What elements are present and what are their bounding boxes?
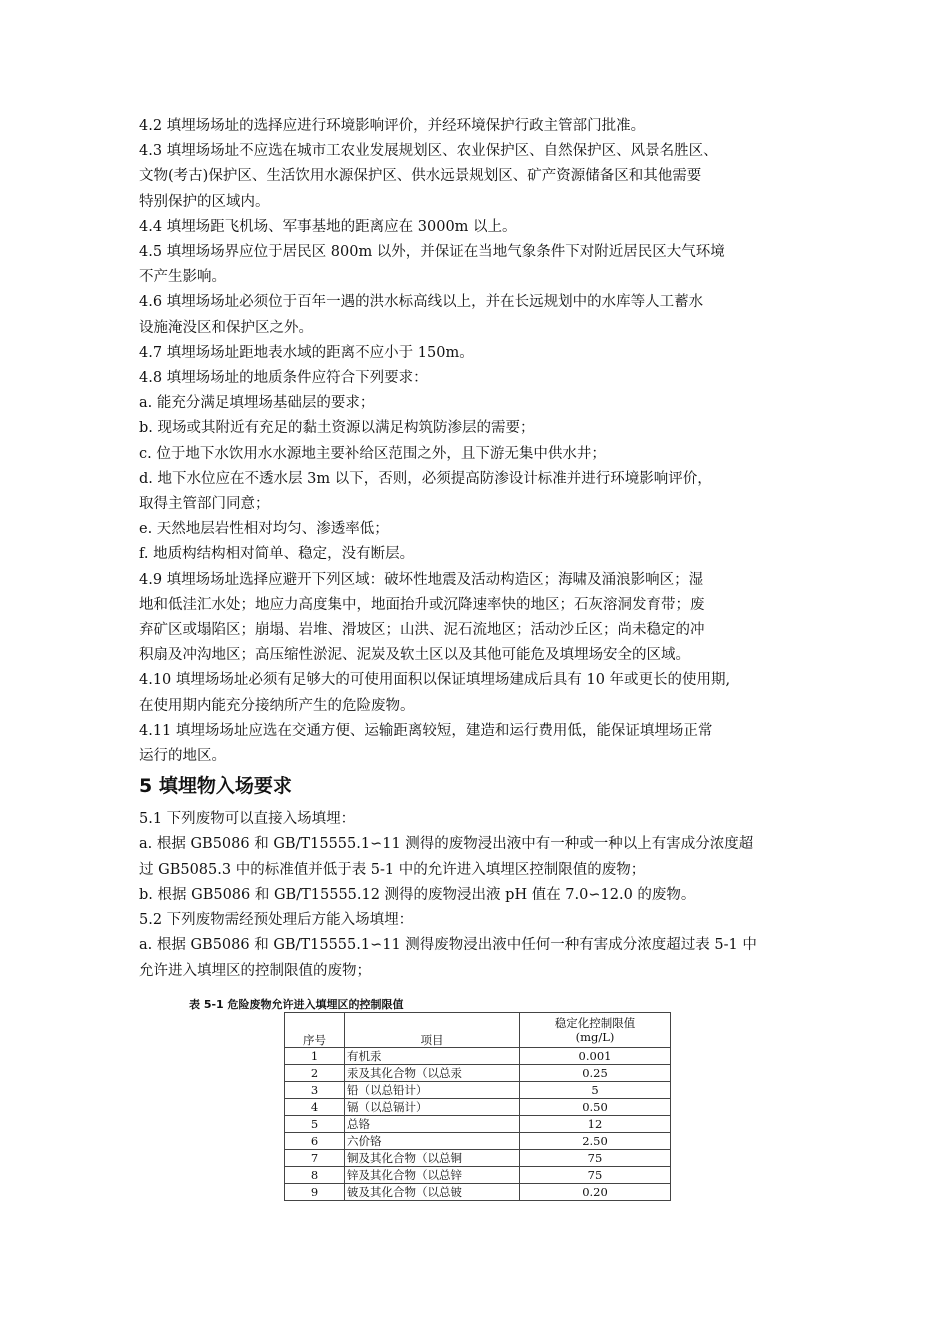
text-line: 特别保护的区域内。	[139, 193, 270, 210]
table-header-row	[285, 1013, 671, 1048]
text-line: 不产生影响。	[139, 269, 226, 286]
header-limit	[520, 1013, 671, 1048]
text-line: 4.10 填埋场场址必须有足够大的可使用面积以保证填埋场建成后具有 10 年或更长的使用期,	[139, 672, 731, 689]
cell-item: 六价铬	[345, 1133, 520, 1150]
text-line: b. 根据 GB5086 和 GB/T15555.12 测得的废物浸出液 pH 值在 7.0∽12.0 的废物。	[139, 886, 696, 903]
text-line: 文物(考古)保护区、生活饮用水源保护区、供水远景规划区、矿产资源储备区和其他需要	[139, 168, 702, 185]
section-heading: 5 填埋物入场要求	[139, 775, 292, 798]
section-5-paragraphs	[139, 807, 829, 983]
cell-item: 铅（以总铅计）	[345, 1082, 520, 1099]
document-body	[139, 114, 829, 984]
text-line: 4.11 填埋场场址应选在交通方便、运输距离较短，建造和运行费用低，能保证填埋场正常	[139, 722, 713, 739]
cell-serial-number: 4	[285, 1099, 345, 1116]
cell-serial-number: 9	[285, 1184, 345, 1201]
cell-serial-number: 5	[285, 1116, 345, 1133]
text-line: 4.5 填埋场场界应位于居民区 800m 以外，并保证在当地气象条件下对附近居民区大气环境	[139, 244, 725, 261]
table-caption: 表 5-1 危险废物允许进入填埋区的控制限值	[189, 998, 404, 1011]
text-line: 在使用期内能充分接纳所产生的危险废物。	[139, 697, 415, 714]
table-row	[285, 1133, 671, 1150]
cell-limit: 0.25	[520, 1065, 671, 1082]
cell-item: 总铬	[345, 1116, 520, 1133]
cell-serial-number: 6	[285, 1133, 345, 1150]
cell-limit: 2.50	[520, 1133, 671, 1150]
cell-serial-number: 8	[285, 1167, 345, 1184]
header-limit-title: 稳定化控制限值	[554, 1016, 636, 1030]
text-line: 5.2 下列废物需经预处理后方能入场填埋：	[139, 912, 414, 929]
text-line: 允许进入填埋区的控制限值的废物；	[139, 962, 371, 979]
text-line: 设施淹没区和保护区之外。	[139, 319, 313, 336]
text-line: 4.3 填埋场场址不应选在城市工农业发展规划区、农业保护区、自然保护区、风景名胜区、	[139, 143, 718, 160]
text-line: 运行的地区。	[139, 748, 226, 765]
cell-limit: 12	[520, 1116, 671, 1133]
text-line: 4.4 填埋场距飞机场、军事基地的距离应在 3000m 以上。	[139, 218, 517, 235]
text-line: a. 根据 GB5086 和 GB/T15555.1∽11 测得的废物浸出液中有一种或一种以上有害成分浓度超	[139, 836, 754, 853]
table-row	[285, 1099, 671, 1116]
table-row	[285, 1184, 671, 1201]
table-row	[285, 1150, 671, 1167]
table-row	[285, 1167, 671, 1184]
cell-item: 有机汞	[345, 1048, 520, 1065]
text-line: 取得主管部门同意；	[139, 496, 270, 513]
cell-serial-number: 1	[285, 1048, 345, 1065]
cell-limit: 5	[520, 1082, 671, 1099]
text-line: c. 位于地下水饮用水水源地主要补给区范围之外，且下游无集中供水井；	[139, 445, 606, 462]
cell-limit: 75	[520, 1150, 671, 1167]
text-line: 5.1 下列废物可以直接入场填埋：	[139, 811, 356, 828]
text-line: a. 能充分满足填埋场基础层的要求；	[139, 395, 375, 412]
cell-item: 锌及其化合物（以总锌	[345, 1167, 520, 1184]
text-line: 4.6 填埋场场址必须位于百年一遇的洪水标高线以上，并在长远规划中的水库等人工蓄水	[139, 294, 704, 311]
cell-serial-number: 7	[285, 1150, 345, 1167]
text-line: e. 天然地层岩性相对均匀、渗透率低；	[139, 521, 389, 538]
cell-limit: 0.20	[520, 1184, 671, 1201]
table-row	[285, 1065, 671, 1082]
text-line: 过 GB5085.3 中的标准值并低于表 5-1 中的允许进入填埋区控制限值的废物；	[139, 861, 646, 878]
section-4-paragraphs	[139, 114, 829, 769]
cell-item: 铜及其化合物（以总铜	[345, 1150, 520, 1167]
cell-item: 汞及其化合物（以总汞	[345, 1065, 520, 1082]
text-line: b. 现场或其附近有充足的黏土资源以满足构筑防渗层的需要；	[139, 420, 535, 437]
cell-serial-number: 2	[285, 1065, 345, 1082]
cell-limit: 0.50	[520, 1099, 671, 1116]
header-item: 项目	[345, 1013, 520, 1048]
text-line: 4.9 填埋场场址选择应避开下列区域：破坏性地震及活动构造区；海啸及涌浪影响区；湿	[139, 571, 704, 588]
table-row	[285, 1082, 671, 1099]
text-line: d. 地下水位应在不透水层 3m 以下，否则，必须提高防渗设计标准并进行环境影响评价，	[139, 470, 712, 487]
text-line: a. 根据 GB5086 和 GB/T15555.1∽11 测得废物浸出液中任何一种有害成分浓度超过表 5-1 中	[139, 937, 757, 954]
cell-item: 镉（以总镉计）	[345, 1099, 520, 1116]
text-line: 4.8 填埋场场址的地质条件应符合下列要求：	[139, 370, 428, 387]
text-line: f. 地质构结构相对简单、稳定，没有断层。	[139, 546, 415, 563]
text-line: 地和低洼汇水处；地应力高度集中，地面抬升或沉降速率快的地区；石灰溶洞发育带；废	[139, 596, 705, 613]
cell-limit: 0.001	[520, 1048, 671, 1065]
control-limits-table	[284, 1012, 671, 1201]
table-row	[285, 1116, 671, 1133]
cell-serial-number: 3	[285, 1082, 345, 1099]
header-serial-number: 序号	[285, 1013, 345, 1048]
text-line: 4.7 填埋场场址距地表水域的距离不应小于 150m。	[139, 344, 474, 361]
table-row	[285, 1048, 671, 1065]
cell-limit: 75	[520, 1167, 671, 1184]
text-line: 积扇及冲沟地区；高压缩性淤泥、泥炭及软土区以及其他可能危及填埋场安全的区域。	[139, 647, 690, 664]
text-line: 4.2 填埋场场址的选择应进行环境影响评价，并经环境保护行政主管部门批准。	[139, 118, 646, 134]
cell-item: 铍及其化合物（以总铍	[345, 1184, 520, 1201]
header-limit-unit: (mg/L)	[575, 1030, 615, 1044]
text-line: 弃矿区或塌陷区；崩塌、岩堆、滑坡区；山洪、泥石流地区；活动沙丘区；尚未稳定的冲	[139, 622, 705, 639]
